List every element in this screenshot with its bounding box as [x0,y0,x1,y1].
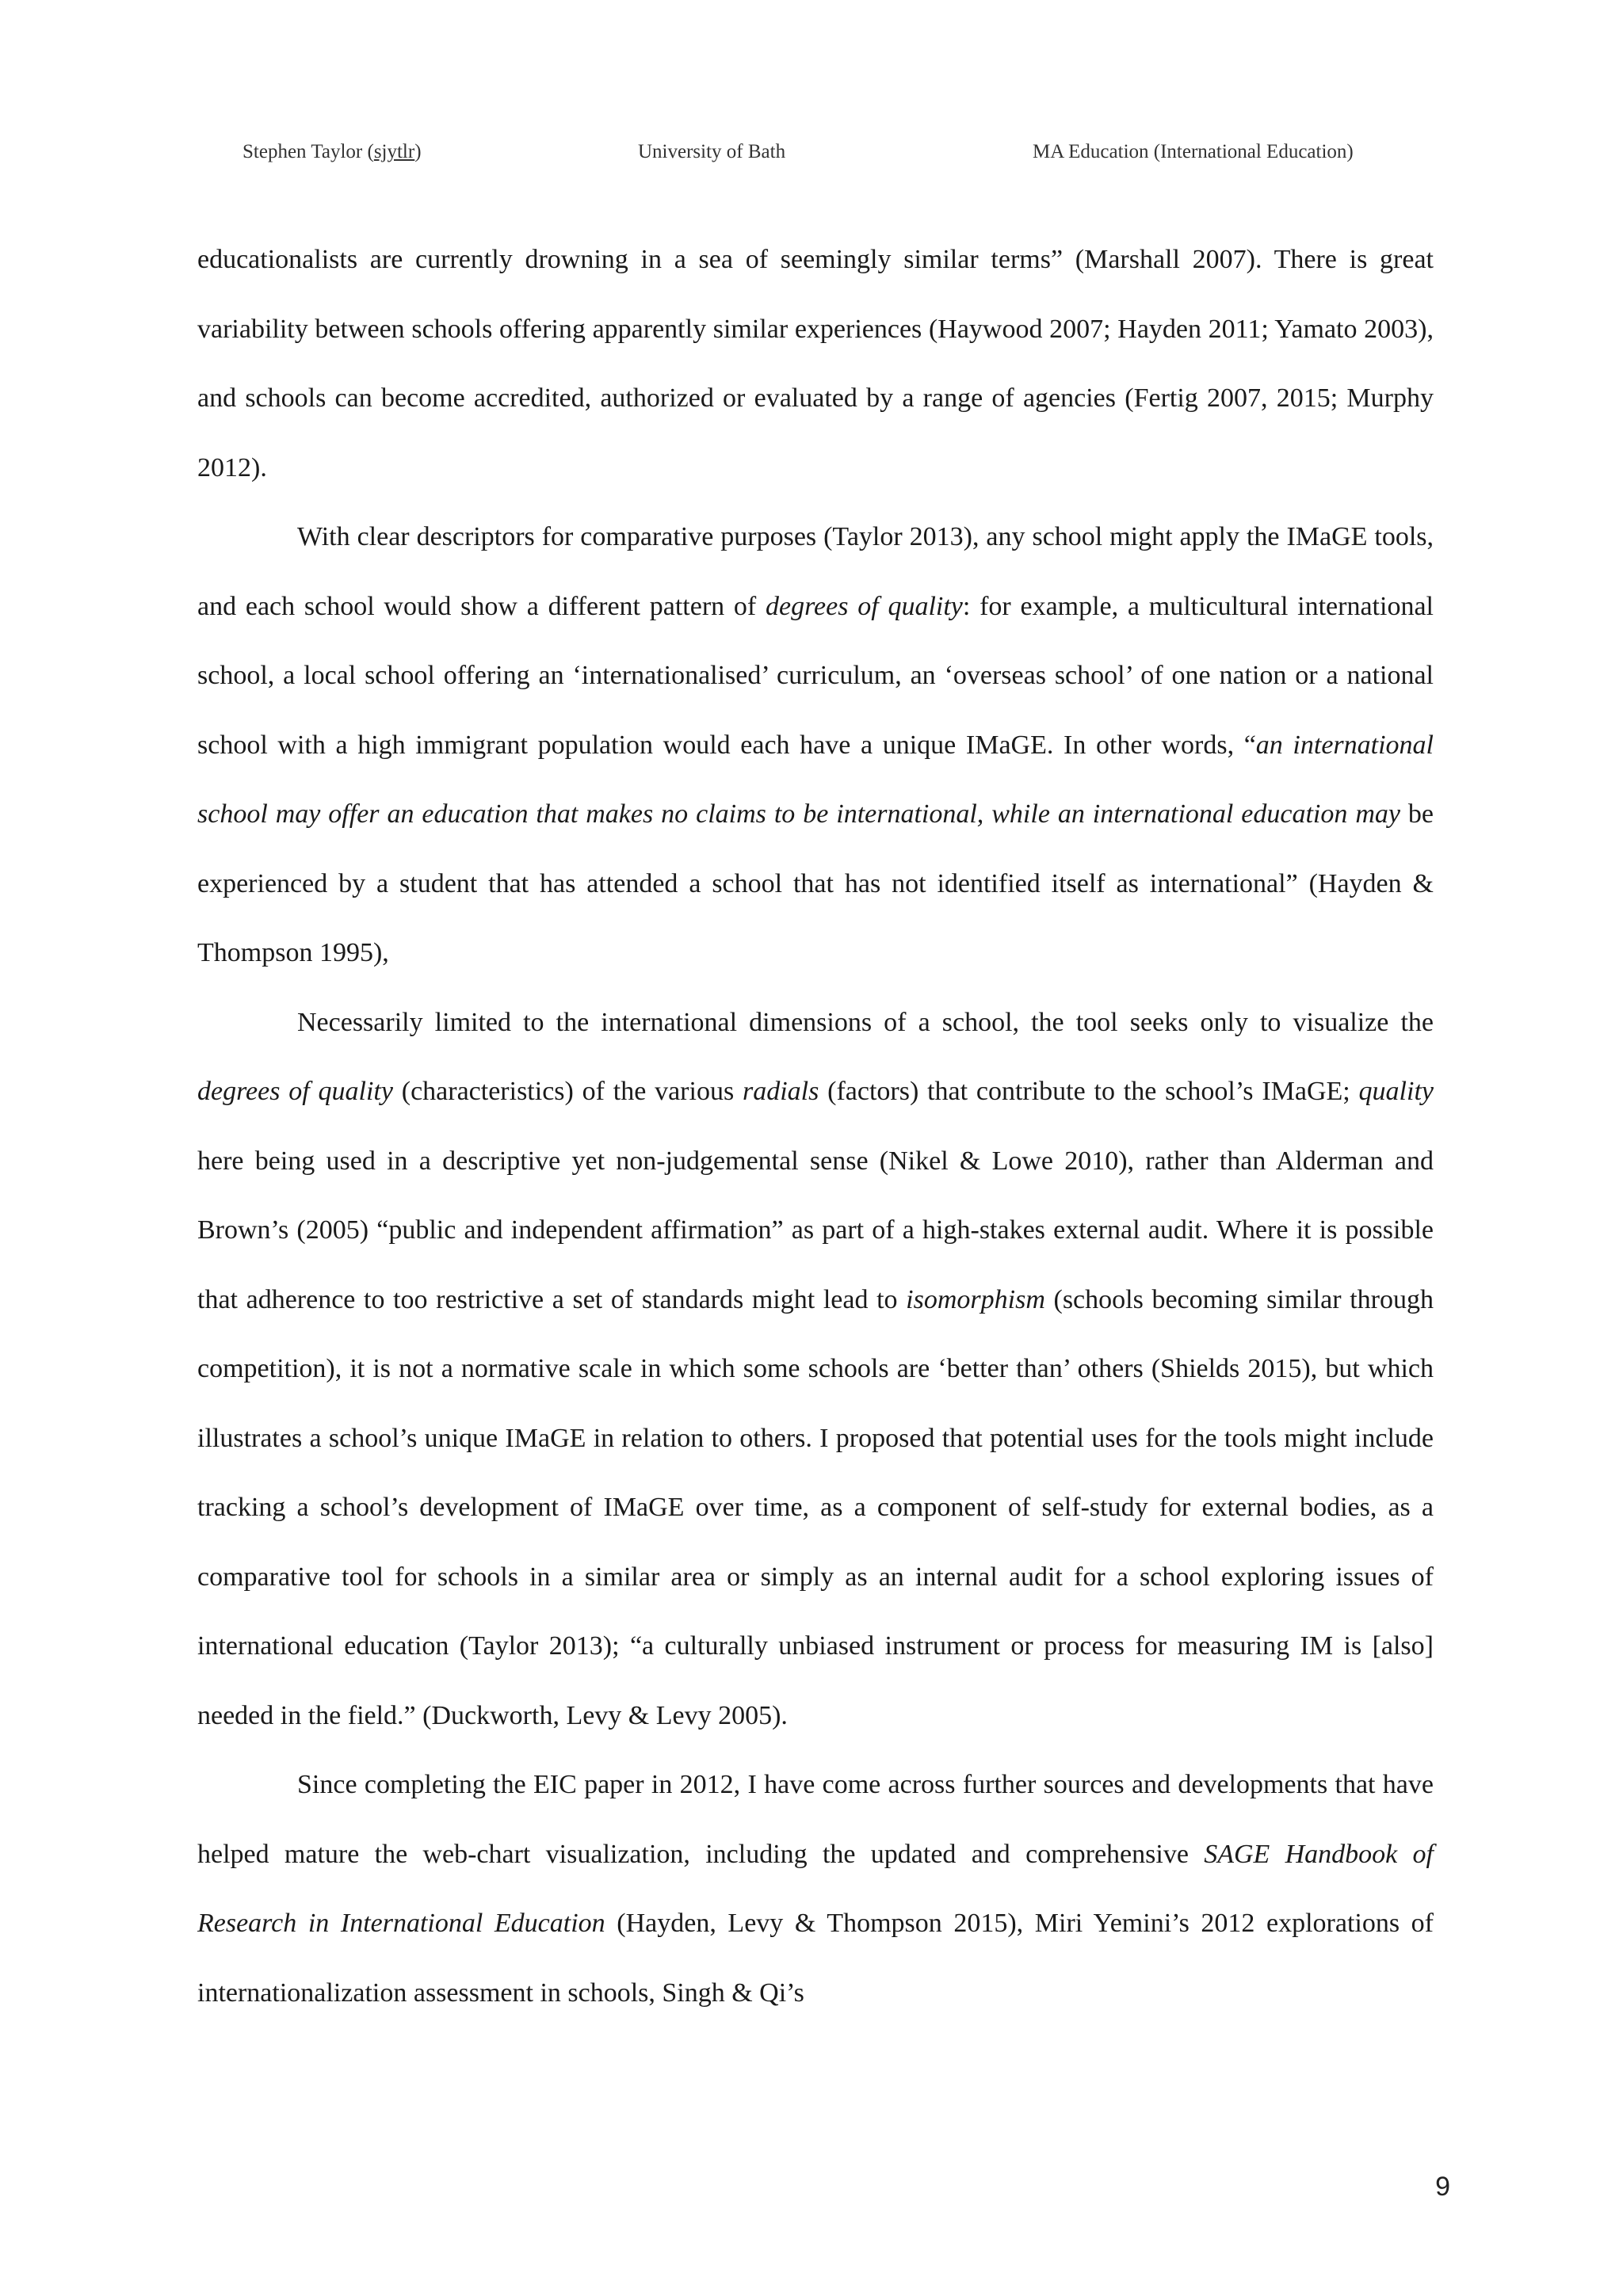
header-author-prefix: Stephen Taylor ( [242,141,374,162]
paragraph-3-text-b: (characteristics) of the various [392,1077,743,1106]
paragraph-2-text-c: be experienced by a student that has attended a school that has not identified itself as international” (Hayden & Thompson 1995), [197,799,1434,967]
paragraph-3-text-d: here being used in a descriptive yet non-judgemental sense (Nikel & Lowe 2010), rather than Alderman and Brown’s (2005) “public and independent affirmation” as part of a high-stakes external audit. Where it is possible that adherence to too restrictive a set of standards might lead to [197,1146,1434,1314]
header-author-username: sjytlr [373,141,415,162]
paragraph-3-emphasis-2: radials [742,1077,819,1106]
paragraph-4 [197,1750,1434,2027]
header-author [242,136,422,168]
paragraph-2-text-b: : for example, a multicultural international school, a local school offering an ‘internationalised’ curriculum, an ‘overseas school’ of one nation or a national school with a high immigrant population would each have a unique IMaGE. In other words, “ [197,591,1434,760]
paragraph-2-emphasis-2: an international school may offer an education that makes no claims to be international, while an international education may [197,730,1434,829]
paragraph-2-emphasis-1: degrees of quality [766,591,963,621]
paragraph-4-text-a: Since completing the EIC paper in 2012, I have come across further sources and developments that have helped mature the web-chart visualization, including the updated and comprehensive [197,1770,1434,1869]
running-header [0,136,1623,168]
page-number: 9 [1435,2172,1450,2202]
paragraph-3-text-c: (factors) that contribute to the school’s IMaGE; [819,1077,1359,1106]
document-body [197,225,1434,2027]
header-course: MA Education (International Education) [1033,141,1354,162]
paragraph-3-text-e: (schools becoming similar through competition), it is not a normative scale in which some schools are ‘better than’ others (Shields 2015), but which illustrates a school’s unique IMaGE in relation to others. I proposed that potential uses for the tools might include tracking a school’s development of IMaGE over time, as a component of self-study for external bodies, as a comparative tool for schools in a similar area or simply as an internal audit for a school exploring issues of international education (Taylor 2013); “a culturally unbiased instrument or process for measuring IM is [also] needed in the field.” (Duckworth, Levy & Levy 2005). [197,1284,1434,1730]
paragraph-2-text-a: With clear descriptors for comparative purposes (Taylor 2013), any school might apply the IMaGE tools, and each school would show a different pattern of [197,522,1434,621]
paragraph-1: educationalists are currently drowning in a sea of seemingly similar terms” (Marshall 2007). There is great variability between schools offering apparently similar experiences (Haywood 2007; Hayden 2011; Yamato 2003), and schools can become accredited, authorized or evaluated by a range of agencies (Fertig 2007, 2015; Murphy 2012). [197,245,1434,482]
paragraph-3-text-a: Necessarily limited to the international dimensions of a school, the tool seeks only to visualize the [297,1007,1434,1037]
paragraph-3-emphasis-1: degrees of quality [197,1077,393,1106]
paragraph-4-text-b: (Hayden, Levy & Thompson 2015), Miri Yemini’s 2012 explorations of internationalization assessment in schools, Singh & Qi’s [197,1909,1434,2008]
paragraph-3-emphasis-4: isomorphism [906,1284,1045,1314]
header-author-suffix: ) [414,141,422,162]
paragraph-4-emphasis-1: SAGE Handbook of Research in International Education [197,1839,1434,1938]
paragraph-3-emphasis-3: quality [1358,1077,1434,1106]
paragraph-3 [197,988,1434,1751]
header-institution: University of Bath [638,141,786,162]
paragraph-2 [197,502,1434,988]
